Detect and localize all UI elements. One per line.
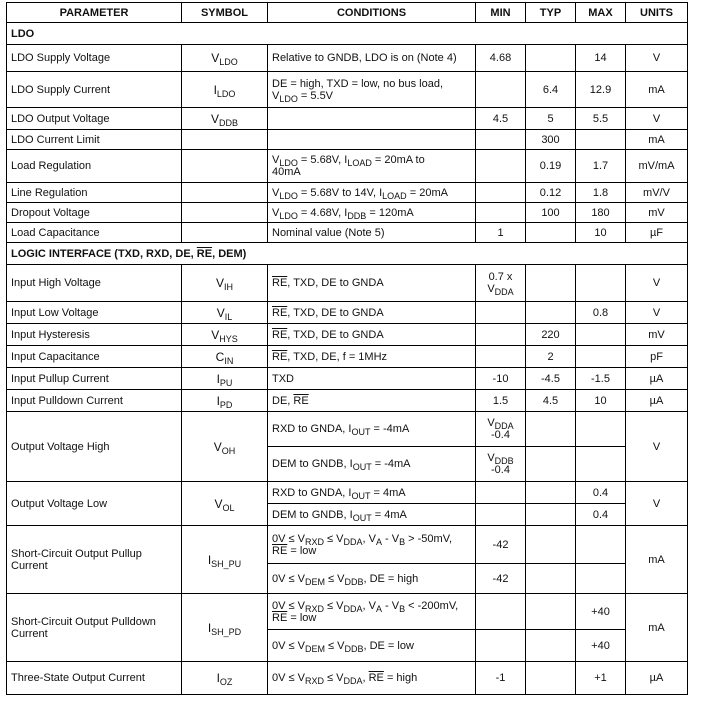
param-cell: Output Voltage Low (7, 482, 182, 526)
max-cell (576, 526, 626, 564)
param-cell: Input Hysteresis (7, 324, 182, 346)
section-row-logic (7, 243, 688, 265)
table-row (7, 390, 688, 412)
typ-cell (526, 630, 576, 662)
header-max: MAX (576, 3, 626, 23)
param-cell: Input Capacitance (7, 346, 182, 368)
symbol-cell: $V_{IH}$ (182, 265, 268, 302)
param-cell: Load Regulation (7, 150, 182, 183)
max-cell (576, 564, 626, 594)
typ-cell: 5 (526, 108, 576, 130)
max-cell (576, 265, 626, 302)
param-cell: Input Low Voltage (7, 302, 182, 324)
symbol-cell: $V_{OL}$ (182, 482, 268, 526)
table-row (7, 203, 688, 223)
min-cell: 1 (476, 223, 526, 243)
table-row (7, 265, 688, 302)
units-cell: mA (626, 526, 688, 594)
units-cell: µF (626, 223, 688, 243)
typ-cell: 100 (526, 203, 576, 223)
table-row (7, 108, 688, 130)
table-row (7, 412, 688, 447)
units-cell: µA (626, 390, 688, 412)
max-cell: 5.5 (576, 108, 626, 130)
typ-cell: 0.19 (526, 150, 576, 183)
table-row (7, 130, 688, 150)
conditions-cell: DEM to GNDB, $I_{OUT} = 4mA$ (268, 504, 476, 526)
typ-cell (526, 302, 576, 324)
units-cell: V (626, 265, 688, 302)
conditions-cell: $V_{LDO} = 5.68V$, $I_{LOAD} = 20mA$ to 40mA (268, 150, 476, 183)
min-cell: 0.7 x $V_{DDA}$ (476, 265, 526, 302)
conditions-cell: $\overline{RE}$, TXD, DE to GNDA (268, 324, 476, 346)
min-cell (476, 72, 526, 108)
units-cell: V (626, 108, 688, 130)
conditions-cell: $V_{LDO} = 5.68V$ to 14V, $I_{LOAD} = 20mA$ (268, 183, 476, 203)
symbol-cell (182, 223, 268, 243)
max-cell: 1.7 (576, 150, 626, 183)
param-cell: Output Voltage High (7, 412, 182, 482)
units-cell: V (626, 482, 688, 526)
max-cell: 0.4 (576, 504, 626, 526)
conditions-cell: TXD (268, 368, 476, 390)
header-symbol: SYMBOL (182, 3, 268, 23)
typ-cell: 6.4 (526, 72, 576, 108)
table-row (7, 72, 688, 108)
table-row (7, 324, 688, 346)
max-cell: 180 (576, 203, 626, 223)
symbol-cell: $V_{DDB}$ (182, 108, 268, 130)
min-cell (476, 324, 526, 346)
min-cell: $V_{DDA}$ -0.4 (476, 412, 526, 447)
header-units: UNITS (626, 3, 688, 23)
header-typ: TYP (526, 3, 576, 23)
conditions-cell (268, 108, 476, 130)
min-cell (476, 630, 526, 662)
max-cell: 14 (576, 45, 626, 72)
max-cell (576, 130, 626, 150)
header-min: MIN (476, 3, 526, 23)
symbol-cell (182, 203, 268, 223)
typ-cell: 2 (526, 346, 576, 368)
conditions-cell: $\overline{RE}$, TXD, DE, f = 1MHz (268, 346, 476, 368)
conditions-cell: DE = high, TXD = low, no bus load, $V_{LDO} = 5.5V$ (268, 72, 476, 108)
conditions-cell: RXD to GNDA, $I_{OUT} = 4mA$ (268, 482, 476, 504)
units-cell: mA (626, 130, 688, 150)
typ-cell: 0.12 (526, 183, 576, 203)
conditions-cell: RXD to GNDA, $I_{OUT} = -4mA$ (268, 412, 476, 447)
min-cell (476, 504, 526, 526)
header-conditions: CONDITIONS (268, 3, 476, 23)
max-cell: 0.8 (576, 302, 626, 324)
units-cell: V (626, 412, 688, 482)
max-cell: 1.8 (576, 183, 626, 203)
max-cell (576, 412, 626, 447)
typ-cell (526, 412, 576, 447)
symbol-cell: $I_{LDO}$ (182, 72, 268, 108)
symbol-cell: $V_{OH}$ (182, 412, 268, 482)
conditions-cell: $0V \le V_{RXD} \le V_{DDA}$, $V_A - V_B < -200mV$, $\overline{RE}$ = low (268, 594, 476, 630)
symbol-cell (182, 150, 268, 183)
conditions-cell: $\overline{RE}$, TXD, DE to GNDA (268, 265, 476, 302)
min-cell (476, 594, 526, 630)
max-cell (576, 447, 626, 482)
table-row (7, 346, 688, 368)
max-cell (576, 346, 626, 368)
header-row (7, 3, 688, 23)
max-cell: 10 (576, 390, 626, 412)
min-cell: -42 (476, 564, 526, 594)
typ-cell: 300 (526, 130, 576, 150)
max-cell (576, 324, 626, 346)
units-cell: mV (626, 324, 688, 346)
param-cell: LDO Supply Voltage (7, 45, 182, 72)
conditions-cell: $0V \le V_{RXD} \le V_{DDA}$, $\overline{RE}$ = high (268, 662, 476, 695)
typ-cell (526, 45, 576, 72)
units-cell: mA (626, 72, 688, 108)
symbol-cell: $V_{HYS}$ (182, 324, 268, 346)
min-cell (476, 302, 526, 324)
typ-cell (526, 504, 576, 526)
symbol-cell: $I_{PU}$ (182, 368, 268, 390)
units-cell: µA (626, 662, 688, 695)
symbol-cell: $V_{IL}$ (182, 302, 268, 324)
min-cell (476, 183, 526, 203)
conditions-cell: $V_{LDO} = 4.68V$, $I_{DDB} = 120mA$ (268, 203, 476, 223)
min-cell: -42 (476, 526, 526, 564)
table-row (7, 150, 688, 183)
table-row (7, 368, 688, 390)
typ-cell (526, 265, 576, 302)
table-row (7, 183, 688, 203)
symbol-cell: $V_{LDO}$ (182, 45, 268, 72)
units-cell: mV (626, 203, 688, 223)
max-cell: +1 (576, 662, 626, 695)
header-parameter: PARAMETER (7, 3, 182, 23)
max-cell: 0.4 (576, 482, 626, 504)
table-row (7, 45, 688, 72)
conditions-cell: DEM to GNDB, $I_{OUT} = -4mA$ (268, 447, 476, 482)
table-row (7, 526, 688, 564)
conditions-cell: DE, $\overline{RE}$ (268, 390, 476, 412)
symbol-cell: $I_{PD}$ (182, 390, 268, 412)
table-row (7, 662, 688, 695)
param-cell: Short-Circuit Output Pulldown Current (7, 594, 182, 662)
param-cell: LDO Current Limit (7, 130, 182, 150)
units-cell: µA (626, 368, 688, 390)
symbol-cell: $I_{SH\_PD}$ (182, 594, 268, 662)
section-row-ldo (7, 23, 688, 45)
param-cell: LDO Supply Current (7, 72, 182, 108)
max-cell: +40 (576, 594, 626, 630)
param-cell: Input Pullup Current (7, 368, 182, 390)
conditions-cell: $0V \le V_{DEM} \le V_{DDB}$, DE = high (268, 564, 476, 594)
conditions-cell: $\overline{RE}$, TXD, DE to GNDA (268, 302, 476, 324)
param-cell: Three-State Output Current (7, 662, 182, 695)
table-row (7, 594, 688, 630)
min-cell: -10 (476, 368, 526, 390)
typ-cell: 4.5 (526, 390, 576, 412)
min-cell: $V_{DDB}$ -0.4 (476, 447, 526, 482)
param-cell: LDO Output Voltage (7, 108, 182, 130)
min-cell (476, 130, 526, 150)
max-cell: +40 (576, 630, 626, 662)
typ-cell (526, 482, 576, 504)
max-cell: -1.5 (576, 368, 626, 390)
min-cell (476, 203, 526, 223)
units-cell: pF (626, 346, 688, 368)
typ-cell: -4.5 (526, 368, 576, 390)
units-cell: mA (626, 594, 688, 662)
typ-cell (526, 662, 576, 695)
table-row (7, 302, 688, 324)
conditions-cell (268, 130, 476, 150)
min-cell (476, 150, 526, 183)
min-cell (476, 482, 526, 504)
table-row (7, 482, 688, 504)
units-cell: mV/mA (626, 150, 688, 183)
conditions-cell: Nominal value (Note 5) (268, 223, 476, 243)
units-cell: mV/V (626, 183, 688, 203)
section-title-logic: LOGIC INTERFACE (TXD, RXD, DE, $\overline{RE}$, DEM) (7, 243, 688, 265)
units-cell: V (626, 302, 688, 324)
symbol-cell (182, 130, 268, 150)
symbol-cell: $I_{OZ}$ (182, 662, 268, 695)
max-cell: 10 (576, 223, 626, 243)
table-row (7, 223, 688, 243)
section-title-ldo: LDO (7, 23, 688, 45)
conditions-cell: $0V \le V_{RXD} \le V_{DDA}$, $V_A - V_B > -50mV$, $\overline{RE}$ = low (268, 526, 476, 564)
min-cell (476, 346, 526, 368)
typ-cell: 220 (526, 324, 576, 346)
min-cell: 4.68 (476, 45, 526, 72)
typ-cell (526, 447, 576, 482)
min-cell: 4.5 (476, 108, 526, 130)
max-cell: 12.9 (576, 72, 626, 108)
param-cell: Dropout Voltage (7, 203, 182, 223)
typ-cell (526, 564, 576, 594)
typ-cell (526, 223, 576, 243)
units-cell: V (626, 45, 688, 72)
symbol-cell: $I_{SH\_PU}$ (182, 526, 268, 594)
symbol-cell: $C_{IN}$ (182, 346, 268, 368)
typ-cell (526, 594, 576, 630)
min-cell: -1 (476, 662, 526, 695)
param-cell: Line Regulation (7, 183, 182, 203)
typ-cell (526, 526, 576, 564)
conditions-cell: Relative to GNDB, LDO is on (Note 4) (268, 45, 476, 72)
symbol-cell (182, 183, 268, 203)
conditions-cell: $0V \le V_{DEM} \le V_{DDB}$, DE = low (268, 630, 476, 662)
electrical-characteristics-table (6, 2, 688, 695)
min-cell: 1.5 (476, 390, 526, 412)
param-cell: Load Capacitance (7, 223, 182, 243)
param-cell: Input High Voltage (7, 265, 182, 302)
param-cell: Input Pulldown Current (7, 390, 182, 412)
param-cell: Short-Circuit Output Pullup Current (7, 526, 182, 594)
